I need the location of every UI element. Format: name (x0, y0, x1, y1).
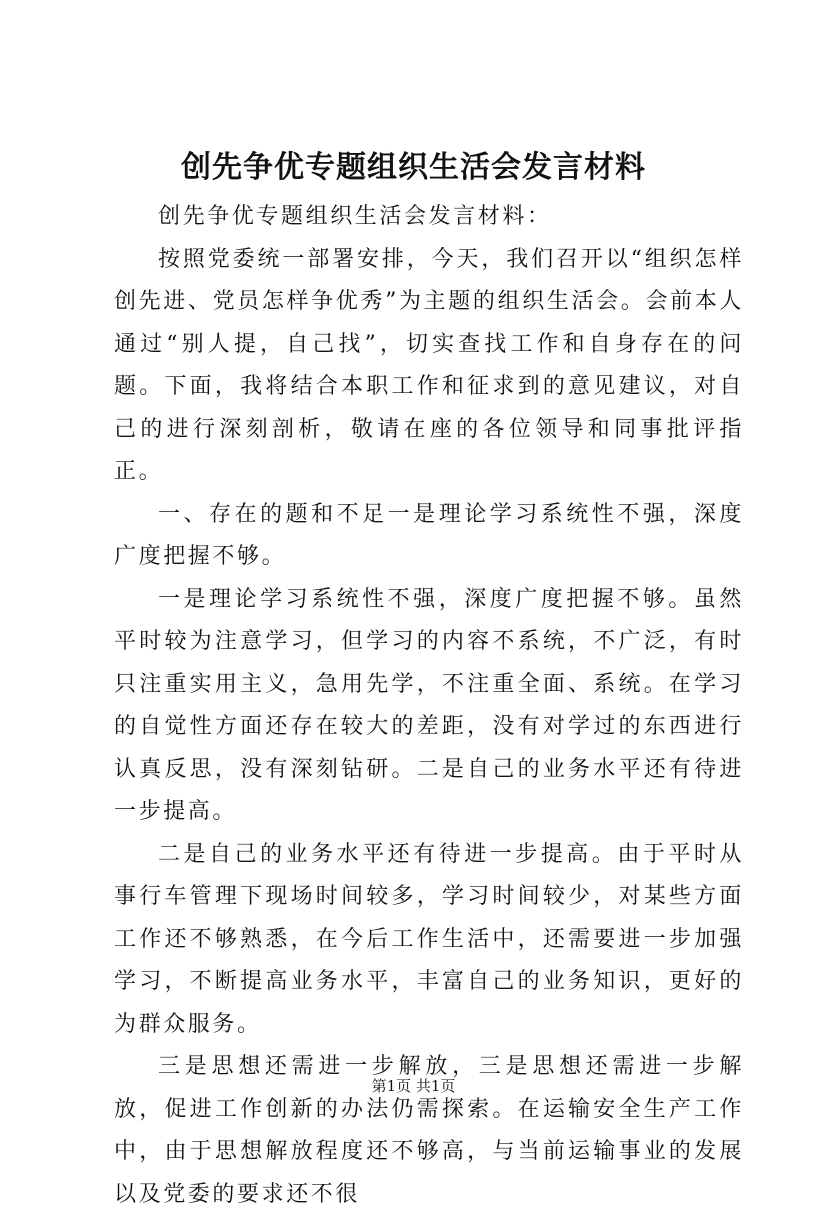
paragraph-intro: 创先争优专题组织生活会发言材料： (158, 204, 552, 229)
paragraph-point-three: 三是思想还需进一步解放，三是思想还需进一步解放，促进工作创新的办法仍需探索。在运输安全生产工作中，由于思想解放程度还不够高，与当前运输事业的发展以及党委的要求还不很 (114, 1054, 744, 1207)
paragraph-background: 按照党委统一部署安排，今天，我们召开以“组织怎样创先进、党员怎样争优秀”为主题的组织生活会。会前本人通过“别人提，自己找”，切实查找工作和自身存在的问题。下面，我将结合本职工作和征求到的意见建议，对自己的进行深刻剖析，敬请在座的各位领导和同事批评指正。 (114, 246, 744, 484)
paragraph-point-one: 一是理论学习系统性不强，深度广度把握不够。虽然平时较为注意学习，但学习的内容不系统，不广泛，有时只注重实用主义，急用先学，不注重全面、系统。在学习的自觉性方面还存在较大的差距，没有对学过的东西进行认真反思，没有深刻钻研。二是自己的业务水平还有待进一步提高。 (114, 586, 744, 824)
document-body (114, 196, 744, 1216)
page-number-footer: 第1页 共1页 (371, 1077, 456, 1095)
document-title: 创先争优专题组织生活会发言材料 (181, 150, 646, 185)
paragraph-point-two: 二是自己的业务水平还有待进一步提高。由于平时从事行车管理下现场时间较多，学习时间较少，对某些方面工作还不够熟悉，在今后工作生活中，还需要进一步加强学习，不断提高业务水平，丰富自己的业务知识，更好的为群众服务。 (114, 841, 744, 1037)
paragraph-section-heading: 一、存在的题和不足一是理论学习系统性不强，深度广度把握不够。 (114, 501, 744, 569)
